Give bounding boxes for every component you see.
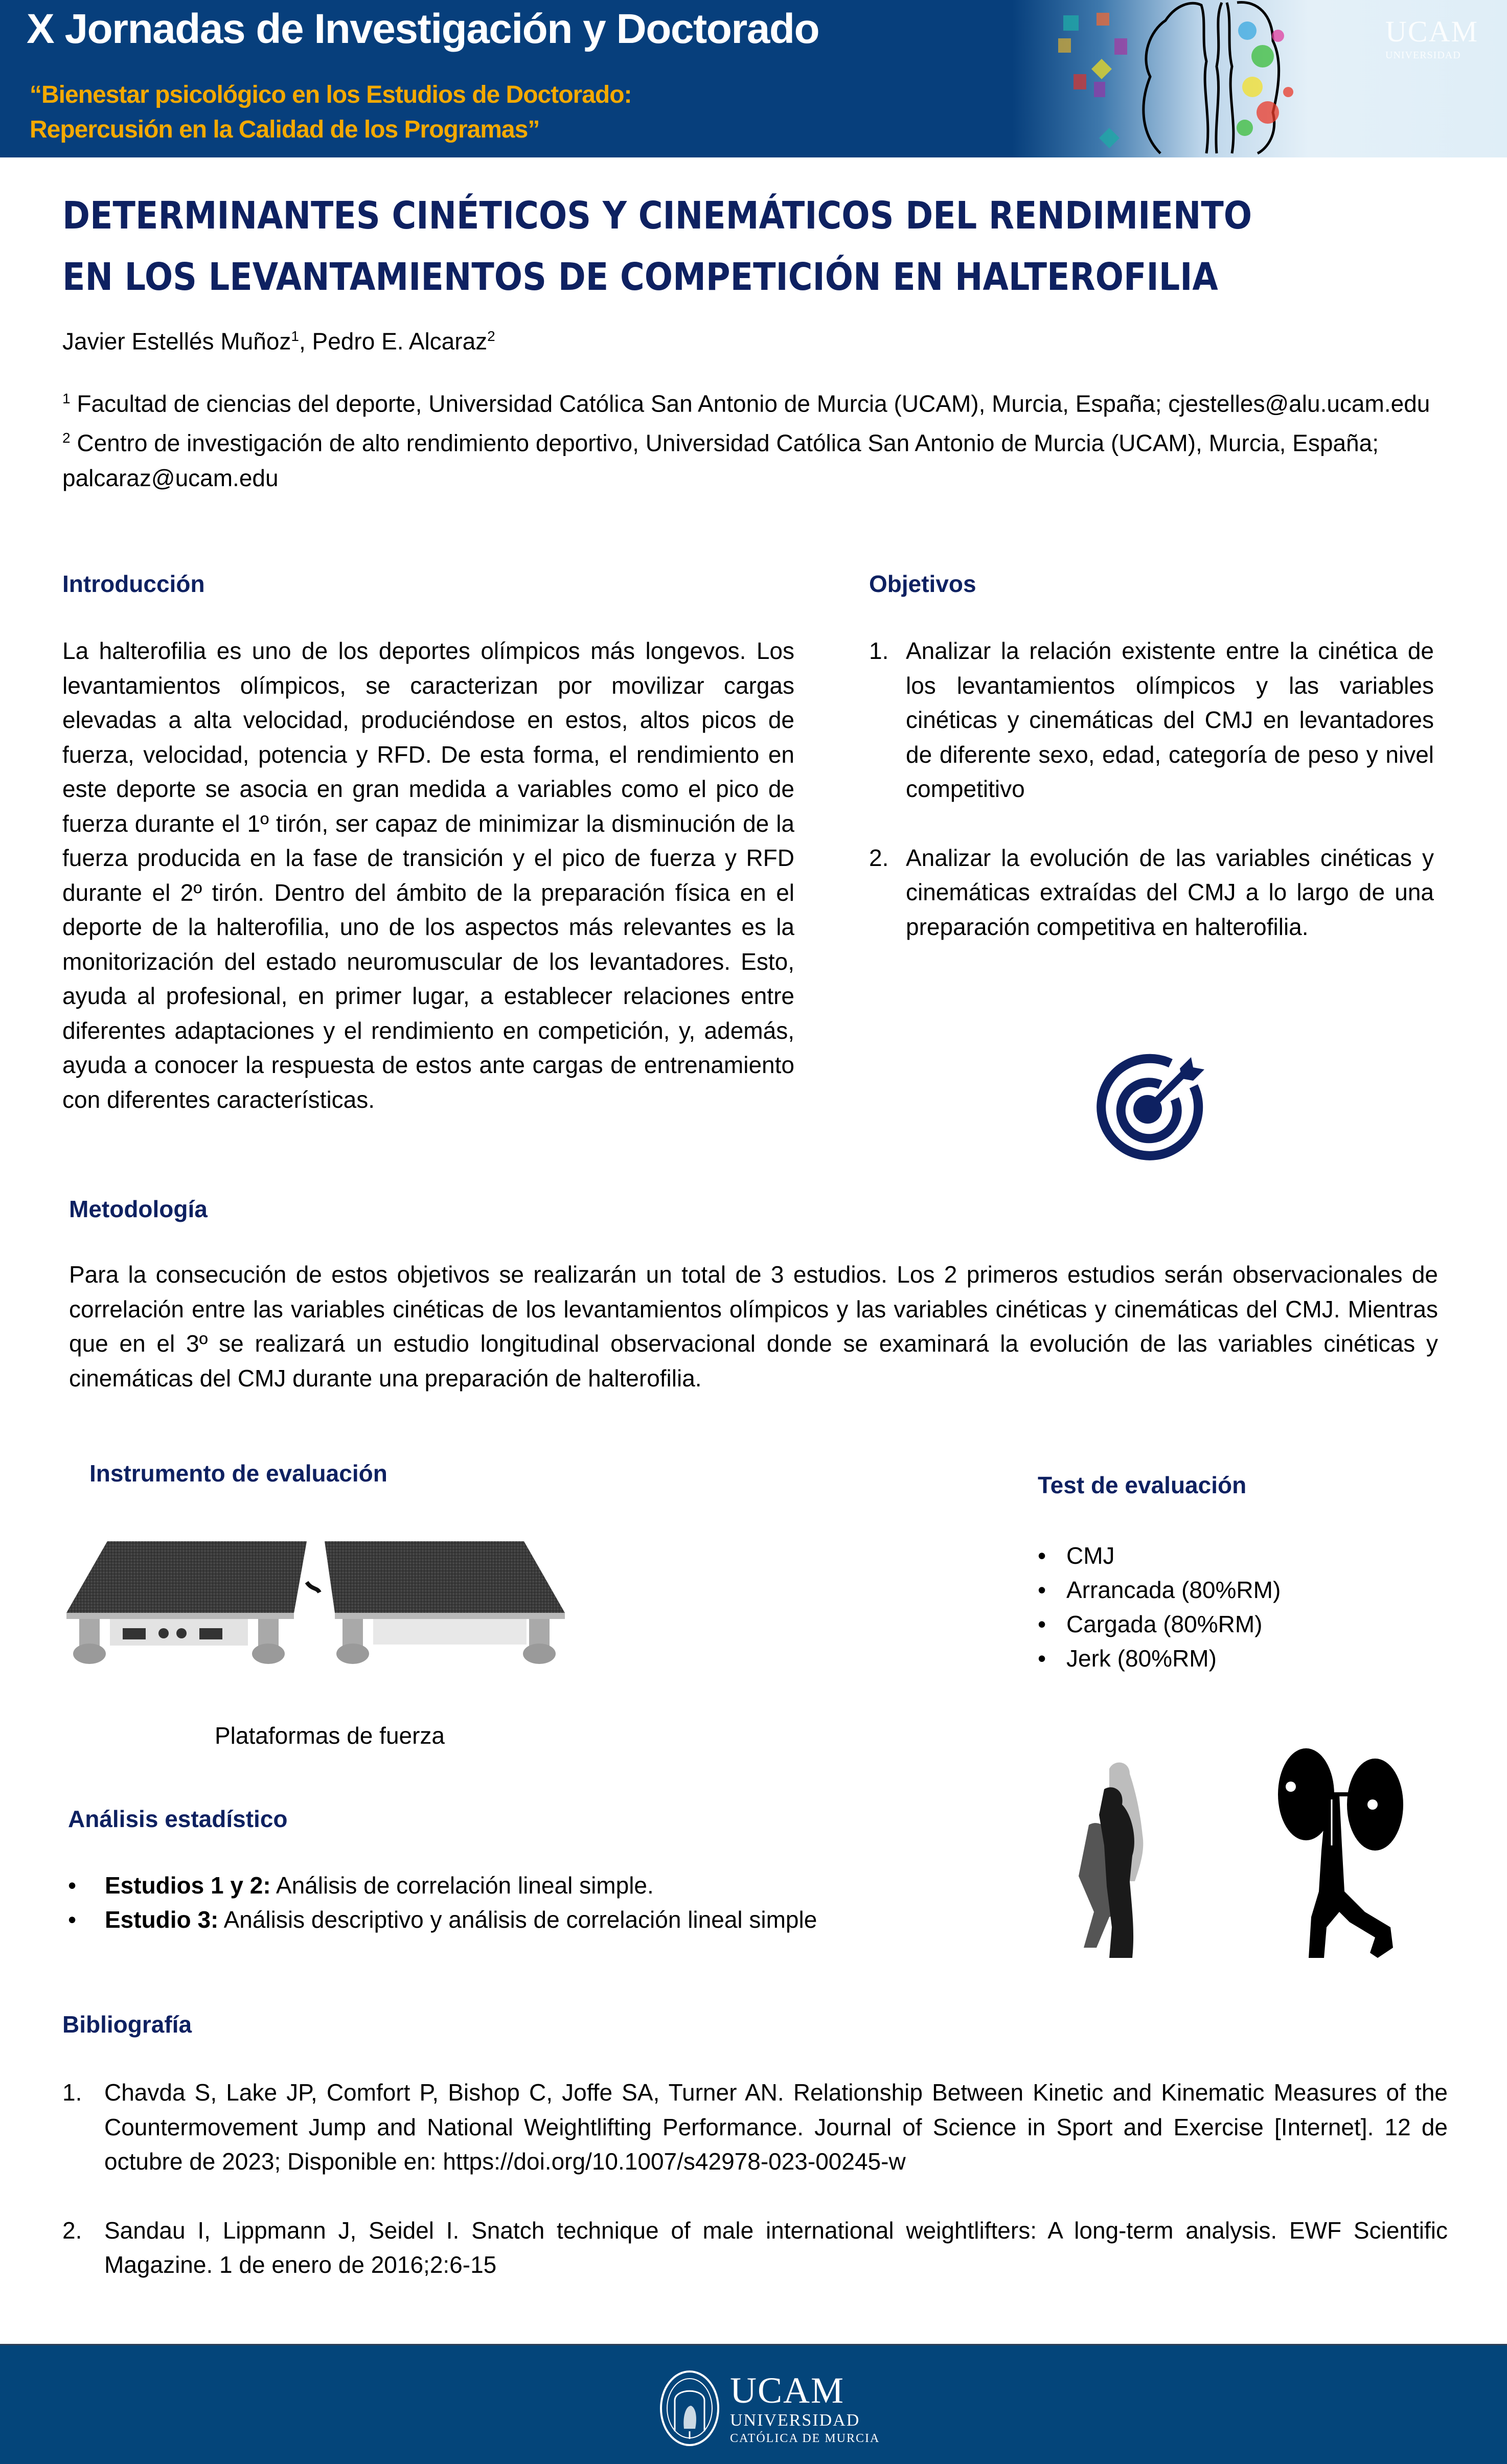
header-logo-text: UCAM (1385, 15, 1479, 48)
tests-heading: Test de evaluación (1038, 1472, 1247, 1498)
reference-text: Sandau I, Lippmann J, Seidel I. Snatch technique of male international weightlifters: A long-term analysis. EWF Scientific Magazine. 1 de enero de 2016;2:6-15 (104, 2217, 1448, 2278)
test-item: • Arrancada (80%RM) (1038, 1573, 1281, 1607)
affiliation-2 (62, 421, 1473, 495)
ucam-wordmark (730, 2372, 880, 2445)
affiliations (62, 381, 1473, 495)
objective-number: 1. (869, 637, 889, 664)
stats-list (68, 1868, 937, 1937)
conference-subtitle (30, 78, 632, 147)
header-logo-subtext: UNIVERSIDAD (1385, 50, 1461, 61)
ucam-wordmark-sub: UNIVERSIDAD (730, 2411, 860, 2430)
stats-item-label: Estudios 1 y 2: (105, 1872, 271, 1899)
bibliography-heading: Bibliografía (62, 2011, 192, 2038)
methodology-heading: Metodología (69, 1196, 208, 1222)
test-item: • Jerk (80%RM) (1038, 1641, 1281, 1676)
objective-number: 2. (869, 844, 889, 871)
affiliation-text: Centro de investigación de alto rendimiento deportivo, Universidad Católica San Antonio de Murcia (UCAM), Murcia, España; palcaraz@ucam.edu (62, 429, 1379, 491)
ucam-wordmark-main: UCAM (730, 2370, 845, 2411)
subtitle-line-2: Repercusión en la Calidad de los Programas” (30, 116, 540, 143)
ucam-logo (659, 2370, 880, 2447)
objective-item (869, 841, 1434, 945)
methodology-paragraph: Para la consecución de estos objetivos se realizarán un total de 3 estudios. Los 2 primeros estudios serán observacionales de correlación entre las variables cinéticas de los levantamientos olímpicos y las variables cinéticas y cinemáticas del CMJ. Mientras que en el 3º se realizará un estudio longitudinal observacional donde se examinará la evolución de las variables cinéticas y cinemáticas del CMJ durante una preparación de halterofilia. (69, 1261, 1438, 1391)
force-plates-image (66, 1541, 565, 1669)
author-name: Javier Estellés Muñoz (62, 328, 291, 355)
objectives-heading: Objetivos (869, 571, 976, 597)
test-item: • Cargada (80%RM) (1038, 1607, 1281, 1641)
reference-item (62, 2075, 1448, 2179)
author-name: Pedro E. Alcaraz (312, 328, 488, 355)
reference-number: 2. (62, 2217, 82, 2244)
objective-text: Analizar la relación existente entre la cinética de los levantamientos olímpicos y las variables cinéticas y cinemáticas del CMJ en levantadores de diferente sexo, edad, categoría de peso y nivel competitivo (906, 637, 1434, 802)
force-plates-caption: Plataformas de fuerza (215, 1722, 445, 1749)
subtitle-line-1: “Bienestar psicológico en los Estudios de Doctorado: (30, 81, 632, 108)
instrument-heading: Instrumento de evaluación (89, 1460, 387, 1487)
paper-title (62, 185, 1277, 308)
stats-item-text: Análisis descriptivo y análisis de correlación lineal simple (218, 1906, 817, 1933)
stats-item (68, 1903, 937, 1937)
affiliation-mark: 2 (62, 430, 71, 446)
conference-banner (0, 0, 1507, 157)
cmj-jump-silhouette-icon (1068, 1748, 1171, 1963)
objective-item (869, 634, 1434, 807)
reference-text: Chavda S, Lake JP, Comfort P, Bishop C, Joffe SA, Turner AN. Relationship Between Kinetic and Kinematic Measures of the Countermovement Jump and National Weightlifting Performance. Journal of Science in Sport and Exercise [Internet]. 12 de octubre de 2023; Disponible en: https://doi.org/10.1007/s42978-023-00245-w (104, 2079, 1448, 2175)
conference-title: X Jornadas de Investigación y Doctorado (27, 6, 819, 52)
affiliation-1 (62, 381, 1473, 421)
header-ucam-logo (1385, 14, 1478, 61)
target-arrow-icon (1089, 1038, 1217, 1166)
affiliation-mark: 1 (62, 391, 71, 406)
title-line-2: EN LOS LEVANTAMIENTOS DE COMPETICIÓN EN HALTEROFILIA (62, 255, 1218, 299)
ucam-wordmark-sub2: CATÓLICA DE MURCIA (730, 2432, 880, 2445)
weightlifter-jerk-silhouette-icon (1263, 1743, 1416, 1963)
reference-number: 1. (62, 2079, 82, 2106)
author-separator: , (299, 328, 312, 355)
bibliography-list (62, 2075, 1448, 2317)
tests-list (1038, 1539, 1281, 1676)
reference-item (62, 2214, 1448, 2283)
objectives-list (869, 634, 1434, 978)
author-list (62, 321, 495, 356)
title-line-1: DETERMINANTES CINÉTICOS Y CINEMÁTICOS DEL RENDIMIENTO (62, 194, 1252, 238)
author-affiliation-mark: 1 (291, 328, 299, 344)
stats-item-text: Análisis de correlación lineal simple. (270, 1872, 654, 1899)
stats-item (68, 1868, 937, 1903)
objective-text: Analizar la evolución de las variables cinéticas y cinemáticas extraídas del CMJ a lo largo de una preparación competitiva en halterofilia. (906, 844, 1434, 940)
affiliation-text: Facultad de ciencias del deporte, Universidad Católica San Antonio de Murcia (UCAM), Murcia, España; cjestelles@alu.ucam.edu (70, 390, 1430, 417)
university-seal-icon (659, 2370, 720, 2447)
author-affiliation-mark: 2 (487, 328, 495, 344)
test-item: • CMJ (1038, 1539, 1281, 1573)
intro-heading: Introducción (62, 571, 205, 597)
stats-item-label: Estudio 3: (105, 1906, 219, 1933)
footer-banner (0, 2344, 1507, 2464)
intro-paragraph: La halterofilia es uno de los deportes olímpicos más longevos. Los levantamientos olímpicos, se caracterizan por movilizar cargas elevadas a alta velocidad, produciéndose en estos, altos picos de fuerza, velocidad, potencia y RFD. De esta forma, el rendimiento en este deporte se asocia en gran medida a variables como el pico de fuerza durante el 1º tirón, ser capaz de minimizar la disminución de la fuerza producida en la fase de transición y el pico de fuerza y RFD durante el 2º tirón. Dentro del ámbito de la preparación física en el deporte de la halterofilia, uno de los aspectos más relevantes es la monitorización del estado neuromuscular de los levantadores. Esto, ayuda al profesional, en primer lugar, a establecer relaciones entre diferentes adaptaciones y el rendimiento en competición, y, además, ayuda a conocer la respuesta de estos ante cargas de entrenamiento con diferentes características. (62, 637, 794, 1113)
stats-heading: Análisis estadístico (68, 1806, 288, 1832)
